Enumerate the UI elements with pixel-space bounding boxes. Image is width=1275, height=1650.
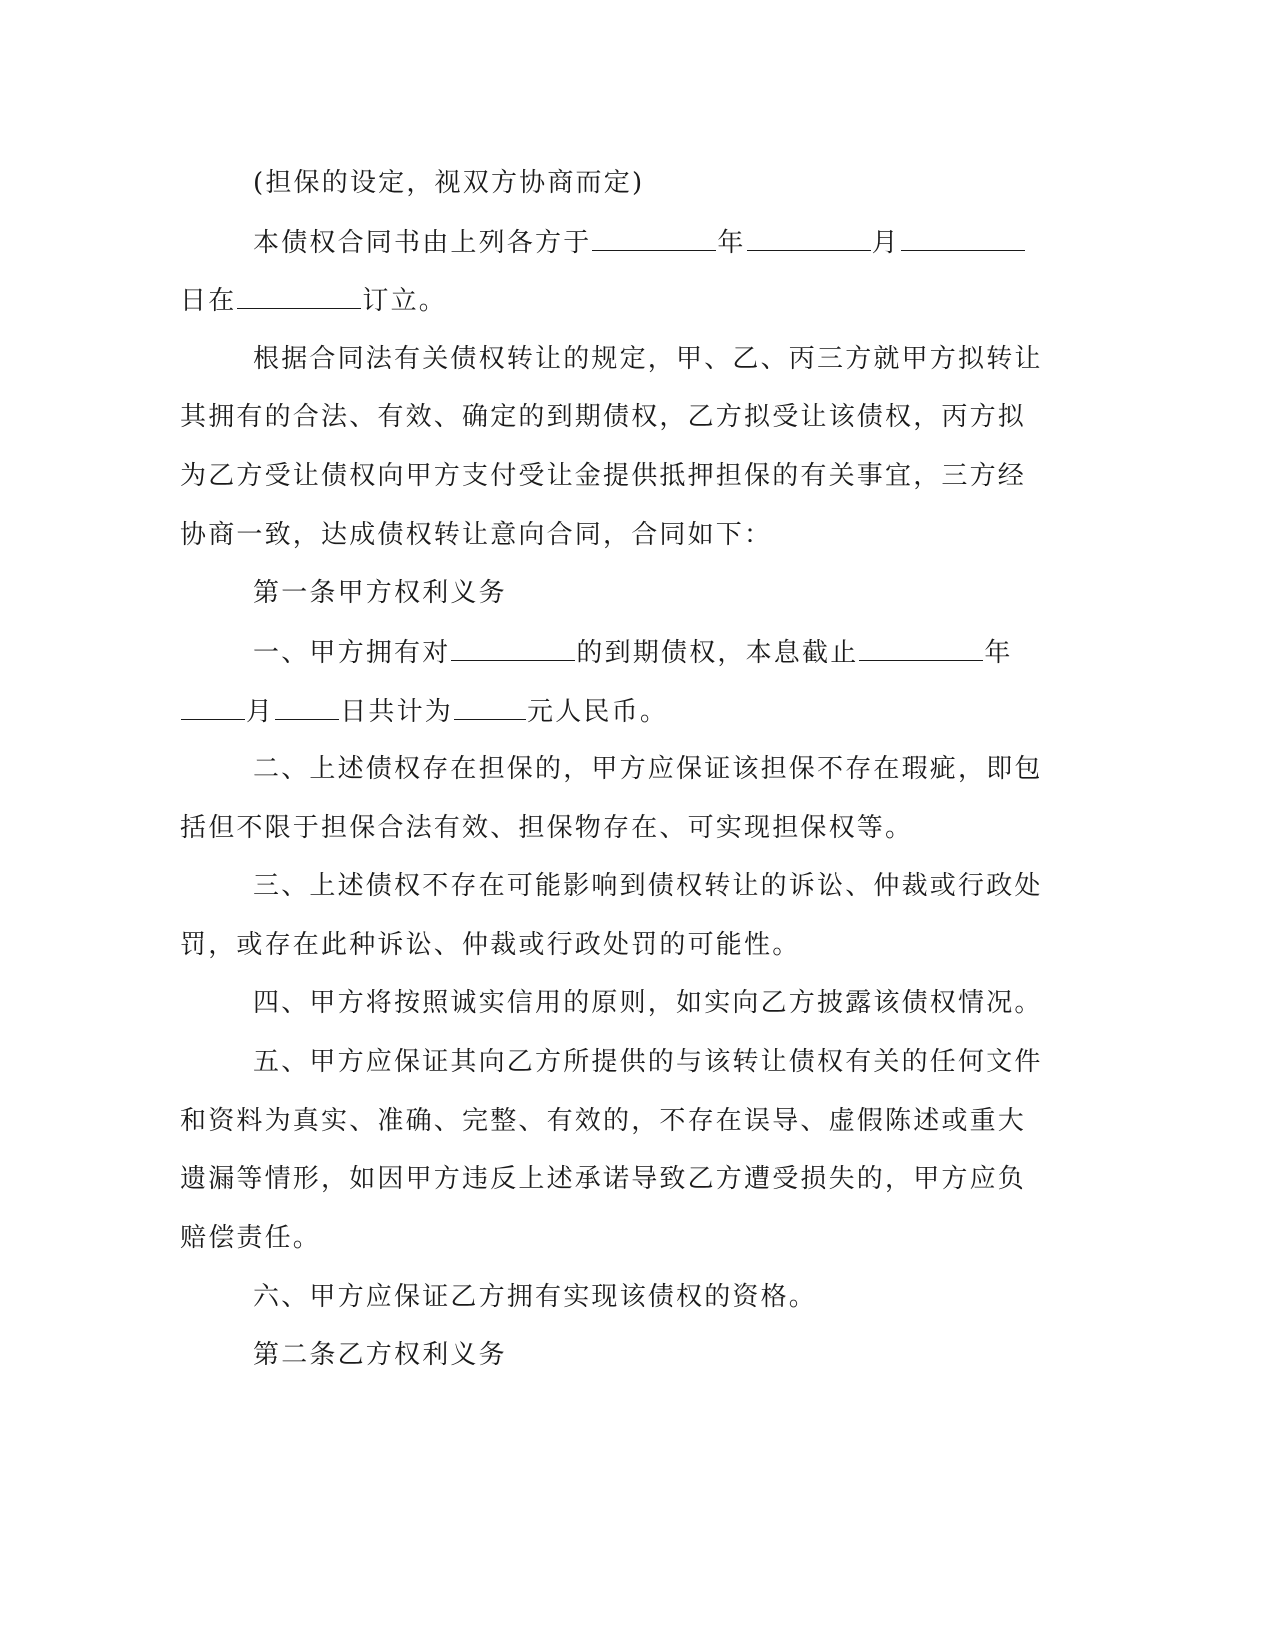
signing-year-blank[interactable] bbox=[592, 224, 716, 251]
guarantee-note: (担保的设定，视双方协商而定) bbox=[253, 168, 645, 198]
article-1-heading: 第一条甲方权利义务 bbox=[253, 578, 507, 608]
clause-1-line-2: 月 日共计为 元人民币。 bbox=[180, 693, 668, 729]
clause-5-line-1: 五、甲方应保证其向乙方所提供的与该转让债权有关的任何文件 bbox=[253, 1047, 1043, 1077]
cutoff-day-blank[interactable] bbox=[275, 693, 339, 720]
preamble-line-1: 根据合同法有关债权转让的规定，甲、乙、丙三方就甲方拟转让 bbox=[253, 344, 1043, 374]
cutoff-year-blank[interactable] bbox=[859, 634, 983, 661]
clause-5-line-3: 遗漏等情形，如因甲方违反上述承诺导致乙方遭受损失的，甲方应负 bbox=[180, 1164, 1027, 1194]
article-2-heading: 第二条乙方权利义务 bbox=[253, 1340, 507, 1370]
signing-day-blank[interactable] bbox=[901, 224, 1025, 251]
clause-4: 四、甲方将按照诚实信用的原则，如实向乙方披露该债权情况。 bbox=[253, 988, 1043, 1018]
clause-2-line-2: 括但不限于担保合法有效、担保物存在、可实现担保权等。 bbox=[180, 813, 914, 843]
preamble-line-3: 为乙方受让债权向甲方支付受让金提供抵押担保的有关事宜，三方经 bbox=[180, 461, 1027, 491]
signing-place-blank[interactable] bbox=[237, 282, 361, 309]
preamble-line-2: 其拥有的合法、有效、确定的到期债权，乙方拟受让该债权，丙方拟 bbox=[180, 402, 1027, 432]
cutoff-month-blank[interactable] bbox=[181, 693, 245, 720]
clause-5-line-2: 和资料为真实、准确、完整、有效的，不存在误导、虚假陈述或重大 bbox=[180, 1106, 1027, 1136]
amount-blank[interactable] bbox=[454, 693, 526, 720]
clause-1-line-1: 一、甲方拥有对 的到期债权，本息截止 年 bbox=[253, 634, 1013, 670]
signing-date-line: 本债权合同书由上列各方于 年 月 bbox=[253, 224, 1026, 260]
clause-6: 六、甲方应保证乙方拥有实现该债权的资格。 bbox=[253, 1282, 818, 1312]
clause-3-line-2: 罚，或存在此种诉讼、仲裁或行政处罚的可能性。 bbox=[180, 930, 801, 960]
clause-2-line-1: 二、上述债权存在担保的，甲方应保证该担保不存在瑕疵，即包 bbox=[253, 754, 1043, 784]
clause-3-line-1: 三、上述债权不存在可能影响到债权转让的诉讼、仲裁或行政处 bbox=[253, 871, 1043, 901]
clause-5-line-4: 赔偿责任。 bbox=[180, 1223, 322, 1253]
signing-month-blank[interactable] bbox=[747, 224, 871, 251]
preamble-line-4: 协商一致，达成债权转让意向合同，合同如下： bbox=[180, 520, 773, 550]
debtor-blank[interactable] bbox=[451, 634, 575, 661]
signing-place-line: 日在 订立。 bbox=[180, 282, 447, 318]
